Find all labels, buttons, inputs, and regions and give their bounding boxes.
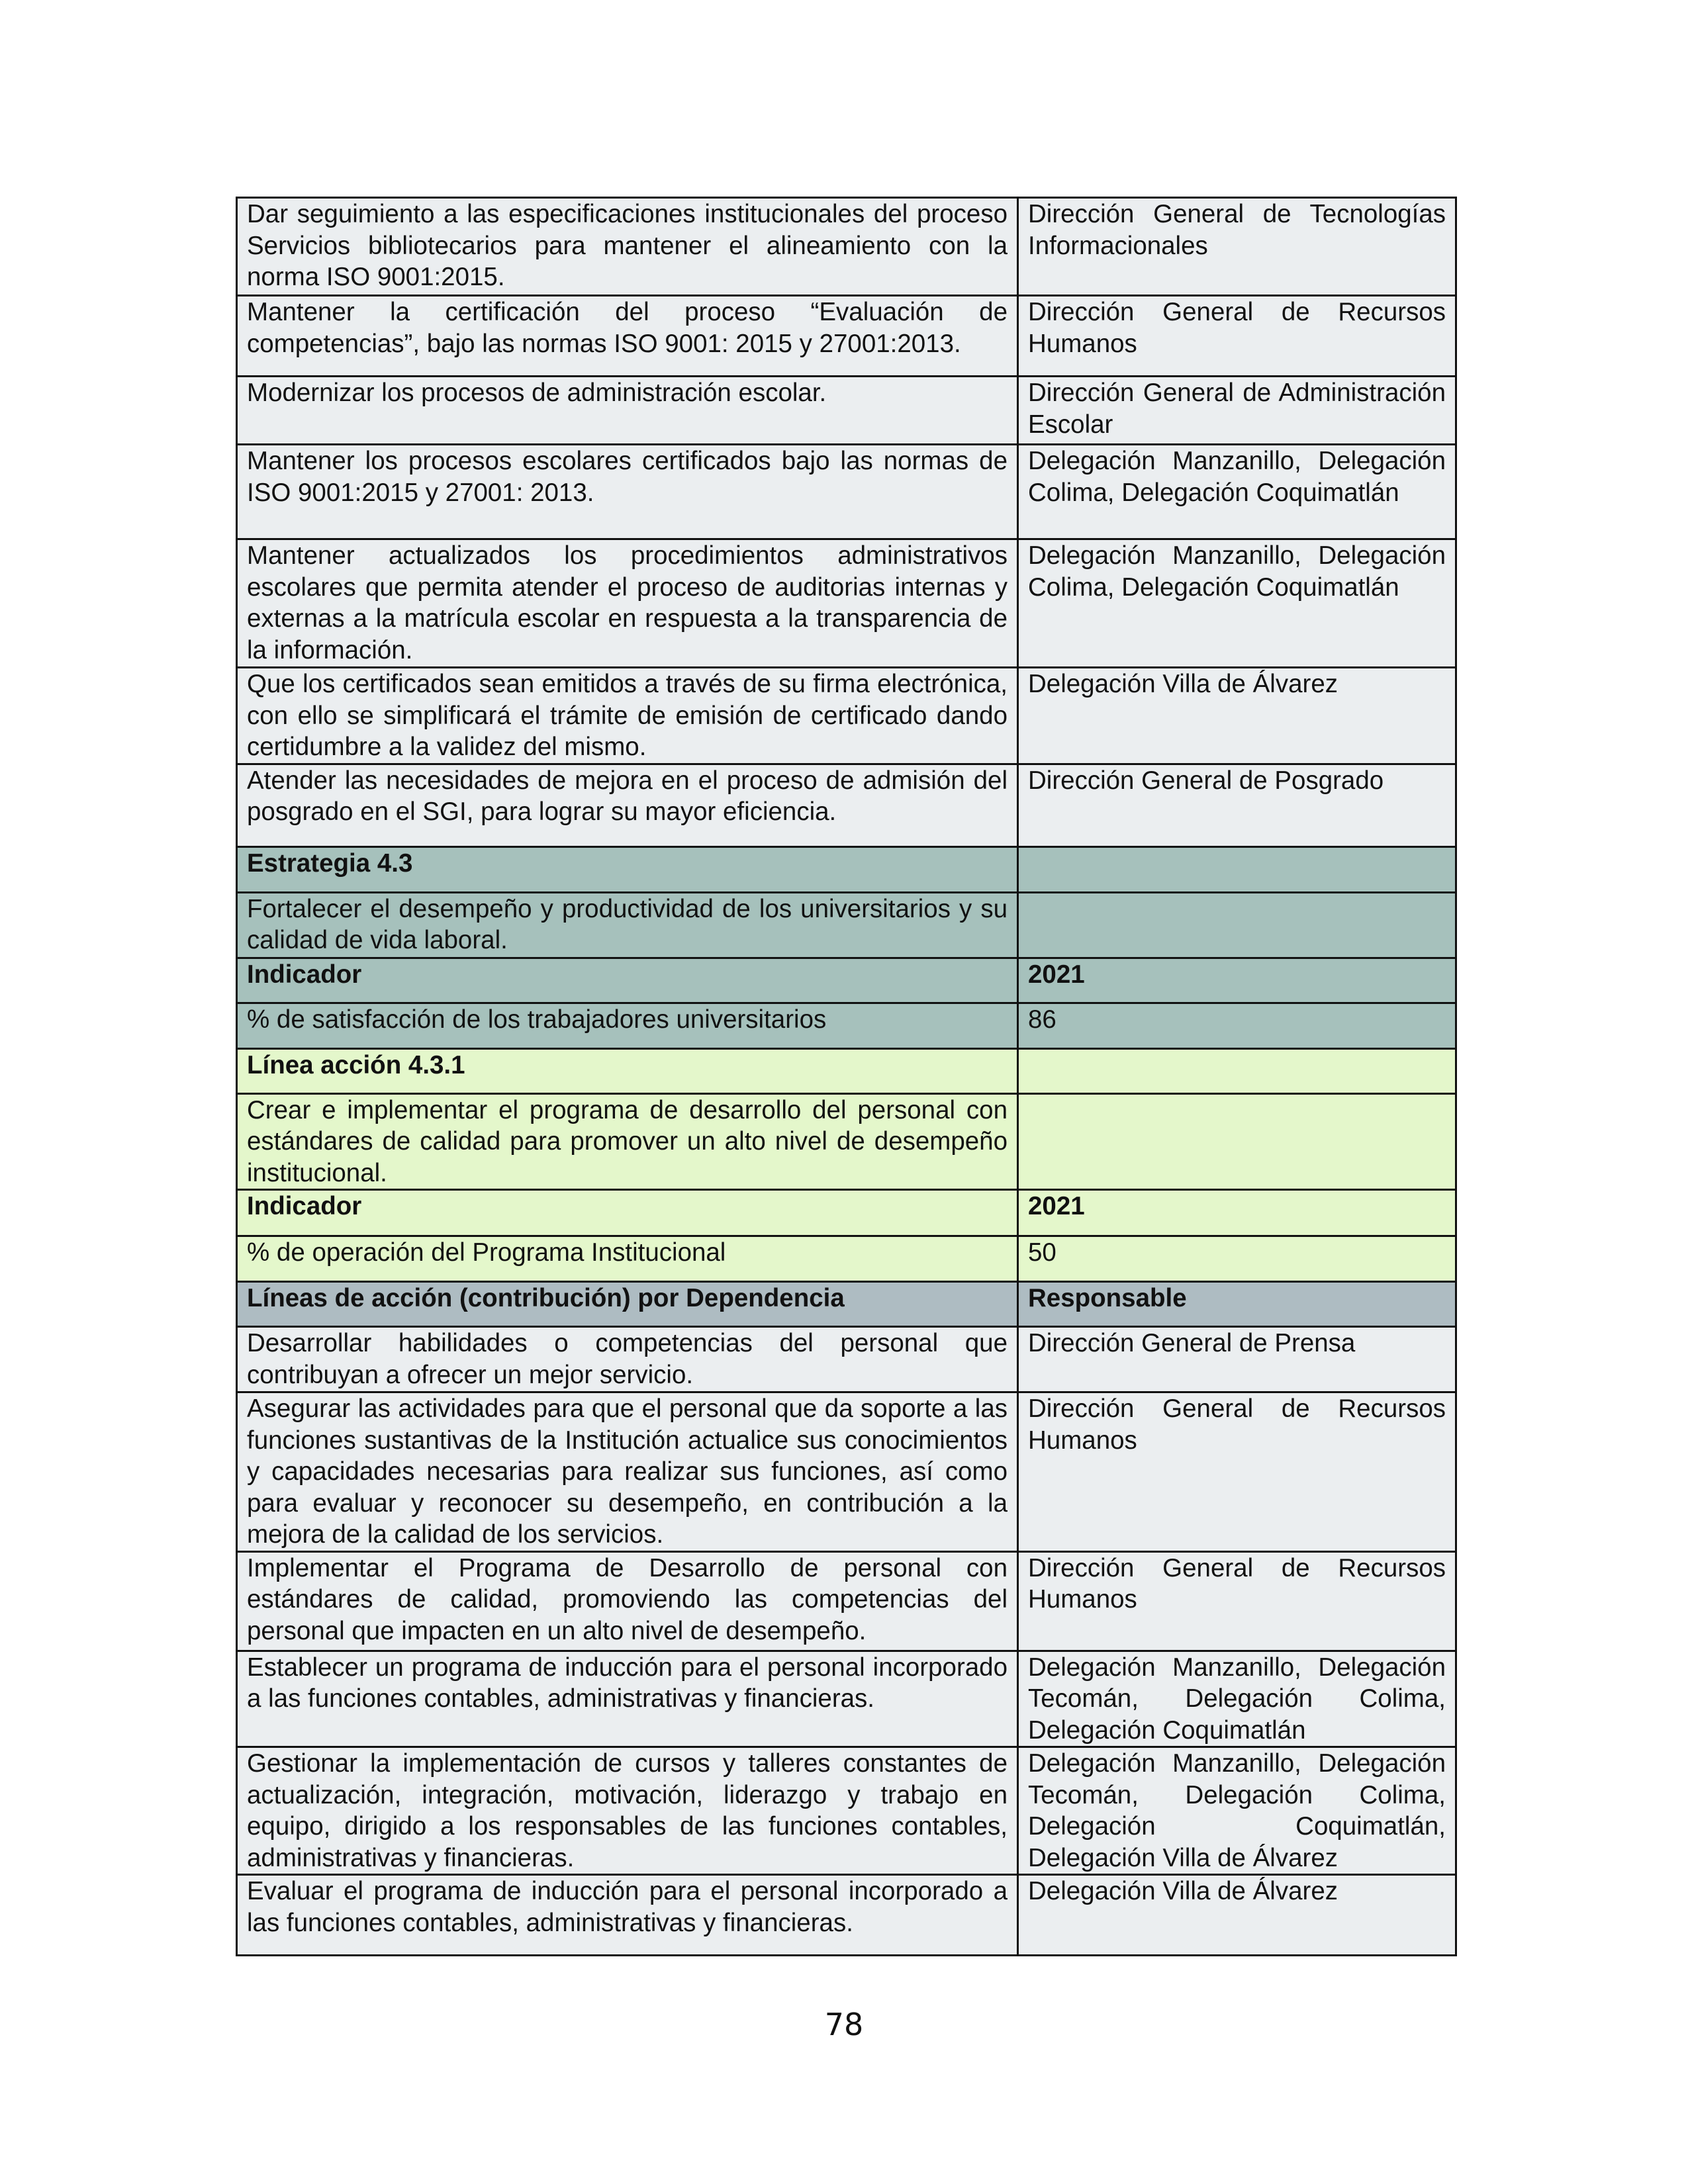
responsible-cell: Delegación Manzanillo, Delegación Tecomán, Delegación Colima, Delegación Coquimatlán <box>1018 1651 1456 1747</box>
action-cell: Evaluar el programa de inducción para el personal incorporado a las funciones contables, administrativas y financieras. <box>237 1875 1018 1956</box>
action-line-description: Crear e implementar el programa de desarrollo del personal con estándares de calidad para promover un alto nivel de desempeño institucional. <box>237 1093 1018 1190</box>
responsible-cell: Delegación Manzanillo, Delegación Colima, Delegación Coquimatlán <box>1018 539 1456 668</box>
column-header-responsible: Responsable <box>1018 1282 1456 1327</box>
action-lines-table <box>236 197 1457 1956</box>
action-line-title-row <box>237 1048 1456 1093</box>
action-cell: Mantener la certificación del proceso “Evaluación de competencias”, bajo las normas ISO 9001: 2015 y 27001:2013. <box>237 296 1018 377</box>
indicator-label: Indicador <box>237 1190 1018 1236</box>
table-row <box>237 377 1456 445</box>
action-line-label: Línea acción 4.3.1 <box>237 1048 1018 1093</box>
table-row <box>237 764 1456 846</box>
responsible-cell: Dirección General de Recursos Humanos <box>1018 1392 1456 1552</box>
column-header-actions: Líneas de acción (contribución) por Dependencia <box>237 1282 1018 1327</box>
empty-cell <box>1018 1048 1456 1093</box>
empty-cell <box>1018 1093 1456 1190</box>
indicator-value: 86 <box>1018 1003 1456 1048</box>
table-row <box>237 445 1456 539</box>
table-row <box>237 1551 1456 1651</box>
table-row <box>237 1651 1456 1747</box>
action-line-description-row <box>237 1093 1456 1190</box>
strategy-description: Fortalecer el desempeño y productividad de los universitarios y su calidad de vida laboral. <box>237 892 1018 958</box>
action-cell: Establecer un programa de inducción para el personal incorporado a las funciones contables, administrativas y financieras. <box>237 1651 1018 1747</box>
action-line-indicator-header-row <box>237 1190 1456 1236</box>
indicator-year: 2021 <box>1018 1190 1456 1236</box>
indicator-name: % de satisfacción de los trabajadores universitarios <box>237 1003 1018 1048</box>
responsible-cell: Delegación Manzanillo, Delegación Tecomán, Delegación Colima, Delegación Coquimatlán, Delegación Villa de Álvarez <box>1018 1747 1456 1875</box>
indicator-value: 50 <box>1018 1236 1456 1282</box>
table-row <box>237 198 1456 296</box>
strategy-title-row <box>237 846 1456 892</box>
action-cell: Modernizar los procesos de administración escolar. <box>237 377 1018 445</box>
responsible-cell: Dirección General de Prensa <box>1018 1327 1456 1392</box>
responsible-cell: Dirección General de Recursos Humanos <box>1018 1551 1456 1651</box>
strategy-description-row <box>237 892 1456 958</box>
responsible-cell: Delegación Villa de Álvarez <box>1018 668 1456 764</box>
action-cell: Que los certificados sean emitidos a través de su firma electrónica, con ello se simplificará el trámite de emisión de certificado dando certidumbre a la validez del mismo. <box>237 668 1018 764</box>
strategy-indicator-header-row <box>237 958 1456 1003</box>
responsible-cell: Delegación Manzanillo, Delegación Colima, Delegación Coquimatlán <box>1018 445 1456 539</box>
indicator-label: Indicador <box>237 958 1018 1003</box>
table-row <box>237 1747 1456 1875</box>
responsible-cell: Delegación Villa de Álvarez <box>1018 1875 1456 1956</box>
action-cell: Mantener los procesos escolares certificados bajo las normas de ISO 9001:2015 y 27001: 2013. <box>237 445 1018 539</box>
responsible-cell: Dirección General de Administración Escolar <box>1018 377 1456 445</box>
responsible-cell: Dirección General de Tecnologías Informacionales <box>1018 198 1456 296</box>
page-number: 78 <box>824 2007 864 2042</box>
table-row <box>237 1392 1456 1552</box>
table-row <box>237 539 1456 668</box>
action-cell: Gestionar la implementación de cursos y talleres constantes de actualización, integración, motivación, liderazgo y trabajo en equipo, dirigido a los responsables de las funciones contables, administrativas y financieras. <box>237 1747 1018 1875</box>
table-row <box>237 668 1456 764</box>
responsible-cell: Dirección General de Posgrado <box>1018 764 1456 846</box>
indicator-year: 2021 <box>1018 958 1456 1003</box>
table-row <box>237 296 1456 377</box>
responsible-cell: Dirección General de Recursos Humanos <box>1018 296 1456 377</box>
table-row <box>237 1327 1456 1392</box>
action-line-indicator-row <box>237 1236 1456 1282</box>
table-header-row <box>237 1282 1456 1327</box>
indicator-name: % de operación del Programa Institucional <box>237 1236 1018 1282</box>
action-cell: Implementar el Programa de Desarrollo de personal con estándares de calidad, promoviendo las competencias del personal que impacten en un alto nivel de desempeño. <box>237 1551 1018 1651</box>
strategy-label: Estrategia 4.3 <box>237 846 1018 892</box>
empty-cell <box>1018 846 1456 892</box>
action-cell: Mantener actualizados los procedimientos administrativos escolares que permita atender el proceso de auditorias internas y externas a la matrícula escolar en respuesta a la transparencia de la información. <box>237 539 1018 668</box>
action-cell: Desarrollar habilidades o competencias del personal que contribuyan a ofrecer un mejor servicio. <box>237 1327 1018 1392</box>
table-row <box>237 1875 1456 1956</box>
action-cell: Dar seguimiento a las especificaciones institucionales del proceso Servicios bibliotecarios para mantener el alineamiento con la norma ISO 9001:2015. <box>237 198 1018 296</box>
action-cell: Atender las necesidades de mejora en el proceso de admisión del posgrado en el SGI, para lograr su mayor eficiencia. <box>237 764 1018 846</box>
empty-cell <box>1018 892 1456 958</box>
strategy-indicator-row <box>237 1003 1456 1048</box>
action-cell: Asegurar las actividades para que el personal que da soporte a las funciones sustantivas de la Institución actualice sus conocimientos y capacidades necesarias para realizar sus funciones, así como para evaluar y reconocer su desempeño, en contribución a la mejora de la calidad de los servicios. <box>237 1392 1018 1552</box>
